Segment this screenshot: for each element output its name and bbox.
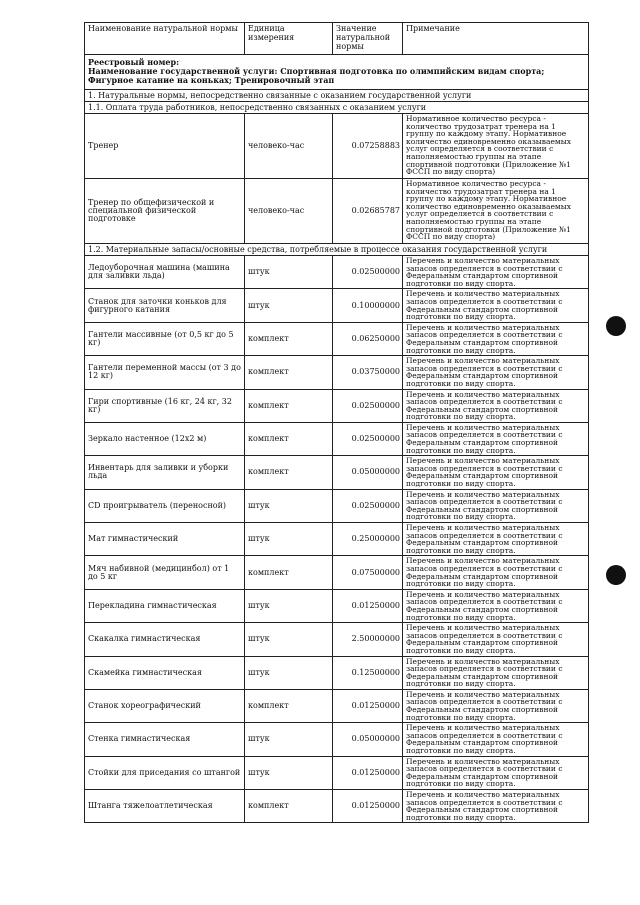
document-page: [84, 22, 588, 823]
material-name: Гантели переменной массы (от 3 до 12 кг): [85, 356, 245, 389]
material-unit: комплект: [245, 456, 333, 489]
header-name: Наименование натуральной нормы: [85, 23, 245, 55]
material-note: Перечень и количество материальных запасов определяется в соответствии с Федеральным стандартом спортивной подготовки по виду спорта.: [403, 289, 589, 322]
labor-note: Нормативное количество ресурса - количество трудозатрат тренера на 1 группу по каждому этапу. Нормативное количество единовременно оказываемых услуг определяется в соответствии с наполняемостью группы на этапе спортивной подготовки (Приложение №1 ФССП по виду спорта): [403, 114, 589, 179]
material-note: Перечень и количество материальных запасов определяется в соответствии с Федеральным стандартом спортивной подготовки по виду спорта.: [403, 589, 589, 622]
material-unit: штук: [245, 623, 333, 656]
material-value: 0.01250000: [333, 790, 403, 823]
registry-number: Реестровый номер:: [88, 57, 180, 67]
material-unit: штук: [245, 523, 333, 556]
material-note: Перечень и количество материальных запасов определяется в соответствии с Федеральным стандартом спортивной подготовки по виду спорта.: [403, 556, 589, 589]
table-row: [85, 589, 589, 622]
section-1-1-title: 1.1. Оплата труда работников, непосредственно связанных с оказанием услуги: [85, 102, 589, 114]
material-note: Перечень и количество материальных запасов определяется в соответствии с Федеральным стандартом спортивной подготовки по виду спорта.: [403, 790, 589, 823]
material-name: Мат гимнастический: [85, 523, 245, 556]
material-name: Перекладина гимнастическая: [85, 589, 245, 622]
table-row: [85, 756, 589, 789]
table-header-row: [85, 23, 589, 55]
labor-name: Тренер по общефизической и специальной физической подготовке: [85, 179, 245, 244]
material-unit: комплект: [245, 556, 333, 589]
material-unit: комплект: [245, 389, 333, 422]
material-note: Перечень и количество материальных запасов определяется в соответствии с Федеральным стандартом спортивной подготовки по виду спорта.: [403, 656, 589, 689]
labor-name: Тренер: [85, 114, 245, 179]
table-row: [85, 489, 589, 522]
section-1-title: 1. Натуральные нормы, непосредственно связанные с оказанием государственной услуги: [85, 90, 589, 102]
material-value: 0.01250000: [333, 589, 403, 622]
material-unit: штук: [245, 756, 333, 789]
material-name: Станок хореографический: [85, 689, 245, 722]
material-name: Стойки для приседания со штангой: [85, 756, 245, 789]
material-value: 0.02500000: [333, 489, 403, 522]
material-value: 0.06250000: [333, 322, 403, 355]
material-name: Ледоуборочная машина (машина для заливки льда): [85, 256, 245, 289]
norms-table: [84, 22, 589, 823]
table-row: [85, 723, 589, 756]
service-stage: Фигурное катание на коньках; Тренировочный этап: [88, 75, 335, 85]
material-value: 0.25000000: [333, 523, 403, 556]
material-value: 0.02500000: [333, 389, 403, 422]
section-1-2-title: 1.2. Материальные запасы/основные средства, потребляемые в процессе оказания государственной услуги: [85, 244, 589, 256]
table-row: [85, 523, 589, 556]
material-note: Перечень и количество материальных запасов определяется в соответствии с Федеральным стандартом спортивной подготовки по виду спорта.: [403, 322, 589, 355]
table-row: [85, 322, 589, 355]
material-name: CD проигрыватель (переносной): [85, 489, 245, 522]
material-unit: комплект: [245, 790, 333, 823]
table-row: [85, 456, 589, 489]
material-name: Станок для заточки коньков для фигурного катания: [85, 289, 245, 322]
labor-value: 0.07258883: [333, 114, 403, 179]
material-name: Штанга тяжелоатлетическая: [85, 790, 245, 823]
material-value: 0.02500000: [333, 422, 403, 455]
material-unit: комплект: [245, 356, 333, 389]
material-unit: штук: [245, 656, 333, 689]
material-value: 0.01250000: [333, 689, 403, 722]
service-title: [85, 55, 589, 90]
section-row: [85, 102, 589, 114]
material-unit: штук: [245, 723, 333, 756]
material-name: Гантели массивные (от 0,5 кг до 5 кг): [85, 322, 245, 355]
header-value: Значение натуральной нормы: [333, 23, 403, 55]
punch-hole-marker: [606, 565, 626, 585]
material-name: Инвентарь для заливки и уборки льда: [85, 456, 245, 489]
service-title-row: [85, 55, 589, 90]
material-name: Гири спортивные (16 кг, 24 кг, 32 кг): [85, 389, 245, 422]
table-row: [85, 790, 589, 823]
material-note: Перечень и количество материальных запасов определяется в соответствии с Федеральным стандартом спортивной подготовки по виду спорта.: [403, 623, 589, 656]
material-value: 0.05000000: [333, 456, 403, 489]
material-unit: комплект: [245, 689, 333, 722]
material-unit: штук: [245, 489, 333, 522]
punch-hole-marker: [606, 316, 626, 336]
labor-value: 0.02685787: [333, 179, 403, 244]
material-name: Мяч набивной (медицинбол) от 1 до 5 кг: [85, 556, 245, 589]
table-row: [85, 422, 589, 455]
material-unit: комплект: [245, 322, 333, 355]
labor-unit: человеко-час: [245, 114, 333, 179]
material-name: Зеркало настенное (12х2 м): [85, 422, 245, 455]
material-value: 0.02500000: [333, 256, 403, 289]
header-unit: Единица измерения: [245, 23, 333, 55]
section-row: [85, 244, 589, 256]
material-note: Перечень и количество материальных запасов определяется в соответствии с Федеральным стандартом спортивной подготовки по виду спорта.: [403, 523, 589, 556]
material-name: Стенка гимнастическая: [85, 723, 245, 756]
material-value: 0.12500000: [333, 656, 403, 689]
material-note: Перечень и количество материальных запасов определяется в соответствии с Федеральным стандартом спортивной подготовки по виду спорта.: [403, 422, 589, 455]
material-value: 0.01250000: [333, 756, 403, 789]
material-unit: штук: [245, 589, 333, 622]
material-name: Скамейка гимнастическая: [85, 656, 245, 689]
table-row: [85, 356, 589, 389]
material-value: 0.05000000: [333, 723, 403, 756]
table-row: [85, 656, 589, 689]
material-name: Скакалка гимнастическая: [85, 623, 245, 656]
material-note: Перечень и количество материальных запасов определяется в соответствии с Федеральным стандартом спортивной подготовки по виду спорта.: [403, 689, 589, 722]
table-row: [85, 556, 589, 589]
material-value: 0.07500000: [333, 556, 403, 589]
header-note: Примечание: [403, 23, 589, 55]
table-row: [85, 623, 589, 656]
service-name: Наименование государственной услуги: Спортивная подготовка по олимпийским видам спорта;: [88, 66, 545, 76]
material-unit: комплект: [245, 422, 333, 455]
material-note: Перечень и количество материальных запасов определяется в соответствии с Федеральным стандартом спортивной подготовки по виду спорта.: [403, 489, 589, 522]
material-unit: штук: [245, 256, 333, 289]
table-row: [85, 389, 589, 422]
table-row: [85, 689, 589, 722]
table-row: [85, 114, 589, 179]
material-note: Перечень и количество материальных запасов определяется в соответствии с Федеральным стандартом спортивной подготовки по виду спорта.: [403, 756, 589, 789]
table-row: [85, 289, 589, 322]
material-note: Перечень и количество материальных запасов определяется в соответствии с Федеральным стандартом спортивной подготовки по виду спорта.: [403, 256, 589, 289]
table-row: [85, 256, 589, 289]
material-note: Перечень и количество материальных запасов определяется в соответствии с Федеральным стандартом спортивной подготовки по виду спорта.: [403, 456, 589, 489]
material-note: Перечень и количество материальных запасов определяется в соответствии с Федеральным стандартом спортивной подготовки по виду спорта.: [403, 723, 589, 756]
labor-unit: человеко-час: [245, 179, 333, 244]
section-row: [85, 90, 589, 102]
material-value: 2.50000000: [333, 623, 403, 656]
material-value: 0.10000000: [333, 289, 403, 322]
labor-note: Нормативное количество ресурса - количество трудозатрат тренера на 1 группу по каждому этапу. Нормативное количество единовременно оказываемых услуг определяется в соответствии с наполняемостью группы на этапе спортивной подготовки (Приложение №1 ФССП по виду спорта): [403, 179, 589, 244]
material-note: Перечень и количество материальных запасов определяется в соответствии с Федеральным стандартом спортивной подготовки по виду спорта.: [403, 356, 589, 389]
material-unit: штук: [245, 289, 333, 322]
material-note: Перечень и количество материальных запасов определяется в соответствии с Федеральным стандартом спортивной подготовки по виду спорта.: [403, 389, 589, 422]
materials-body: [85, 256, 589, 823]
material-value: 0.03750000: [333, 356, 403, 389]
table-row: [85, 179, 589, 244]
